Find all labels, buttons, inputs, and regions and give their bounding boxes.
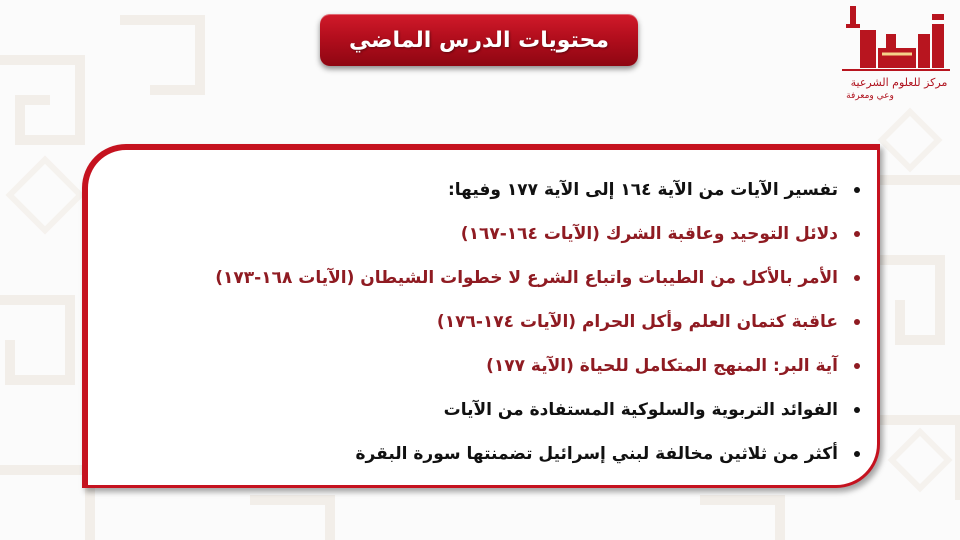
bullet-item — [160, 308, 860, 352]
bullet-text: دلائل التوحيد وعاقبة الشرك (الآيات ١٦٤-١٦٧) — [460, 224, 838, 244]
bullet-text: الأمر بالأكل من الطيبات واتباع الشرع لا خطوات الشيطان (الآيات ١٦٨-١٧٣) — [215, 268, 838, 288]
bullet-dot-icon — [854, 275, 860, 281]
bullet-item — [160, 264, 860, 308]
bullet-dot-icon — [854, 363, 860, 369]
bullet-dot-icon — [854, 187, 860, 193]
bullet-dot-icon — [854, 319, 860, 325]
bullet-dot-icon — [854, 451, 860, 457]
bullet-dot-icon — [854, 407, 860, 413]
bullet-dot-icon — [854, 231, 860, 237]
logo-tagline: وعي ومعرفة — [846, 91, 894, 101]
bullet-item — [160, 220, 860, 264]
bullet-text: أكثر من ثلاثين مخالفة لبني إسرائيل تضمنتها سورة البقرة — [355, 444, 838, 464]
bullet-item — [160, 176, 860, 220]
bullet-text: تفسير الآيات من الآية ١٦٤ إلى الآية ١٧٧ وفيها: — [447, 180, 838, 200]
bullet-item — [160, 396, 860, 440]
bullet-text: الفوائد التربوية والسلوكية المستفادة من الآيات — [443, 400, 838, 420]
logo-caption: مركز للعلوم الشرعية — [850, 76, 948, 89]
bullet-list — [160, 176, 860, 484]
bullet-text: آية البر: المنهج المتكامل للحياة (الآية ١٧٧) — [486, 356, 838, 376]
bullet-item — [160, 352, 860, 396]
bullet-item — [160, 440, 860, 484]
page-title: محتويات الدرس الماضي — [348, 27, 610, 53]
bullet-text: عاقبة كتمان العلم وأكل الحرام (الآيات ١٧٤-١٧٦) — [436, 312, 838, 332]
title-banner — [320, 14, 638, 66]
